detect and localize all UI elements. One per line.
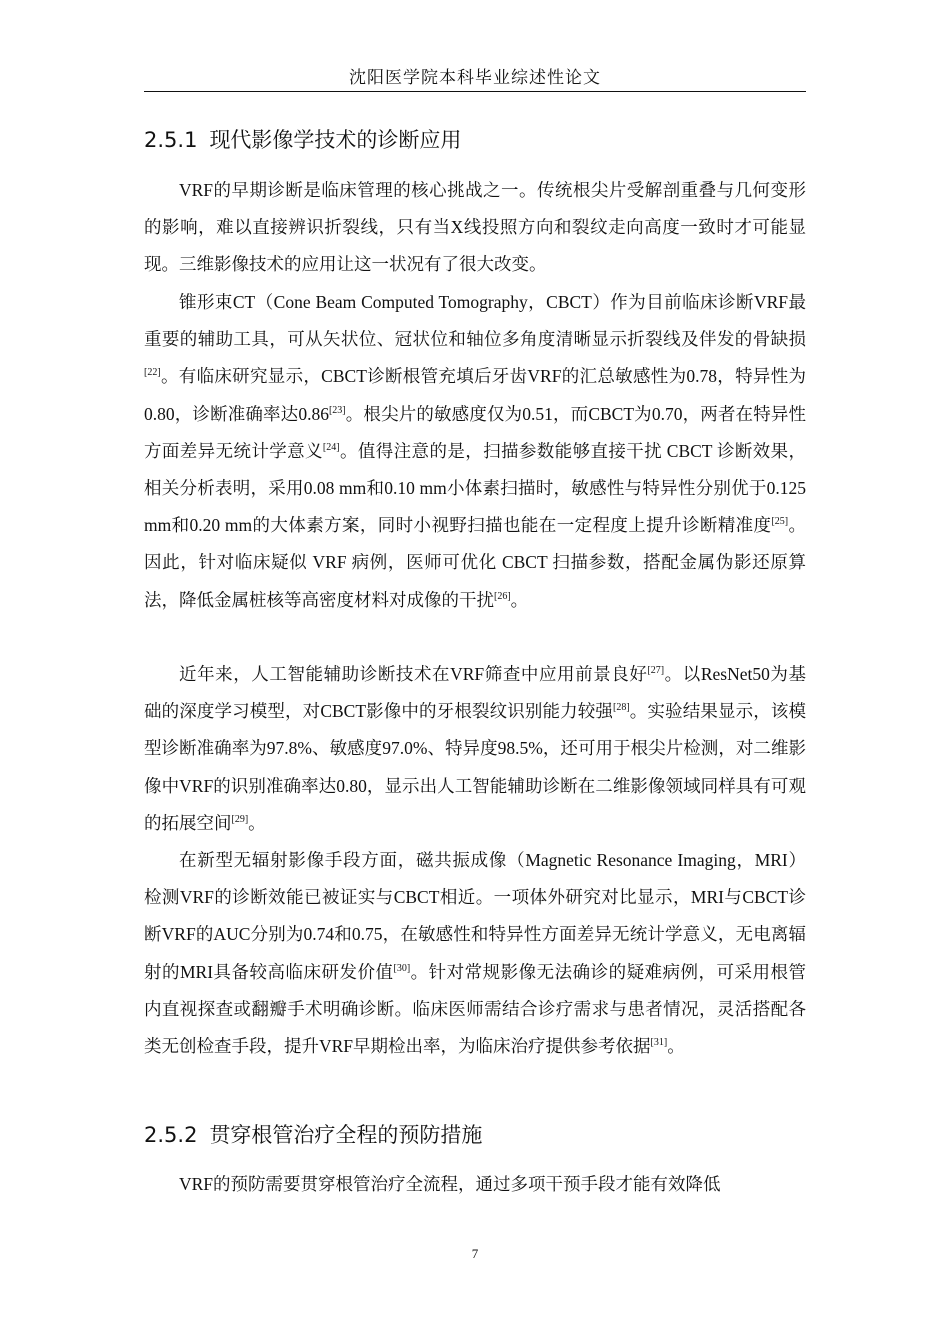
paragraph-text: 。实验结果显示，该模型诊断准确率为97.8%、敏感度97.0%、特异度98.5%，还可用于根尖片检测，对二维影像中VRF的识别准确率达0.80，显示出人工智能辅助诊断在二维影像领域同样具有可观的拓展空间 (144, 701, 806, 833)
paragraph-text: 。 (510, 589, 529, 610)
citation-23: [23] (328, 404, 346, 416)
citation-29: [29] (231, 813, 249, 825)
paragraph-5 (144, 1166, 806, 1203)
header-rule (144, 91, 806, 92)
paragraph-text: VRF的预防需要贯穿根管治疗全流程，通过多项干预手段才能有效降低 (179, 1174, 721, 1194)
paragraph-text: 锥形束CT（Cone Beam Computed Tomography，CBCT）作为目前临床诊断VRF最重要的辅助工具，可从矢状位、冠状位和轴位多角度清晰显示折裂线及伴发的骨缺损 (144, 292, 806, 350)
paragraph-1 (144, 172, 806, 284)
paragraph-text: 。以ResNet50为基础的深度学习模型，对CBCT影像中的牙根裂纹识别能力较强 (144, 664, 806, 722)
citation-31: [31] (650, 1037, 668, 1049)
section-heading-2-5-1 (144, 125, 806, 155)
section-heading-2-5-2 (144, 1120, 806, 1150)
citation-26: [26] (494, 590, 511, 602)
paragraph-text: 。有临床研究显示，CBCT诊断根管充填后牙齿VRF的汇总敏感性为0.78，特异性为0.80，诊断准确率达0.86 (144, 366, 806, 424)
paragraph-text: 。根尖片的敏感度仅为0.51，而CBCT为0.70，两者在特异性方面差异无统计学意义 (144, 403, 807, 461)
paragraph-text: 。针对常规影像无法确诊的疑难病例，可采用根管内直视探查或翻瓣手术明确诊断。临床医师需结合诊疗需求与患者情况，灵活搭配各类无创检查手段，提升VRF早期检出率，为临床治疗提供参考依据 (144, 961, 807, 1057)
paragraph-text: 在新型无辐射影像手段方面，磁共振成像（Magnetic Resonance Imaging，MRI）检测VRF的诊断效能已被证实与CBCT相近。一项体外研究对比显示，MRI与CBCT诊断VRF的AUC分别为0.74和0.75，在敏感性和特异性方面差异无统计学意义，无电离辐射的MRI具备较高临床研发价值 (144, 850, 806, 982)
citation-24: [24] (322, 441, 340, 453)
section-title: 现代影像学技术的诊断应用 (209, 128, 462, 152)
citation-25: [25] (771, 516, 789, 528)
paragraph-text: 。因此，针对临床疑似 VRF 病例，医师可优化 CBCT 扫描参数，搭配金属伪影还原算法，降低金属桩核等高密度材料对成像的干扰 (144, 515, 807, 610)
paragraph-text: VRF的早期诊断是临床管理的核心挑战之一。传统根尖片受解剖重叠与几何变形的影响，难以直接辨识折裂线，只有当X线投照方向和裂纹走向高度一致时才可能显现。三维影像技术的应用让这一状况有了很大改变。 (144, 180, 806, 275)
running-header: 沈阳医学院本科毕业综述性论文 (349, 68, 601, 88)
paragraph-2 (144, 284, 806, 619)
citation-27: [27] (647, 665, 665, 676)
paragraph-4 (144, 842, 806, 1065)
section-number: 2.5.1 (144, 128, 198, 152)
paragraph-text: 。值得注意的是，扫描参数能够直接干扰 CBCT 诊断效果，相关分析表明，采用0.08 mm和0.10 mm小体素扫描时，敏感性与特异性分别优于0.125 mm和0.20 mm的大体素方案，同时小视野扫描也能在一定程度上提升诊断精准度 (144, 440, 807, 536)
paragraph-3 (144, 656, 806, 842)
page-number: 7 (471, 1246, 479, 1261)
paragraph-text: 。 (667, 1036, 685, 1057)
citation-28: [28] (613, 702, 630, 714)
citation-22: [22] (144, 367, 161, 379)
section-title: 贯穿根管治疗全程的预防措施 (209, 1123, 483, 1147)
citation-30: [30] (393, 962, 411, 974)
section-number: 2.5.2 (144, 1123, 198, 1147)
paragraph-text: 近年来，人工智能辅助诊断技术在VRF筛查中应用前景良好 (179, 664, 648, 684)
paragraph-text: 。 (248, 812, 266, 833)
